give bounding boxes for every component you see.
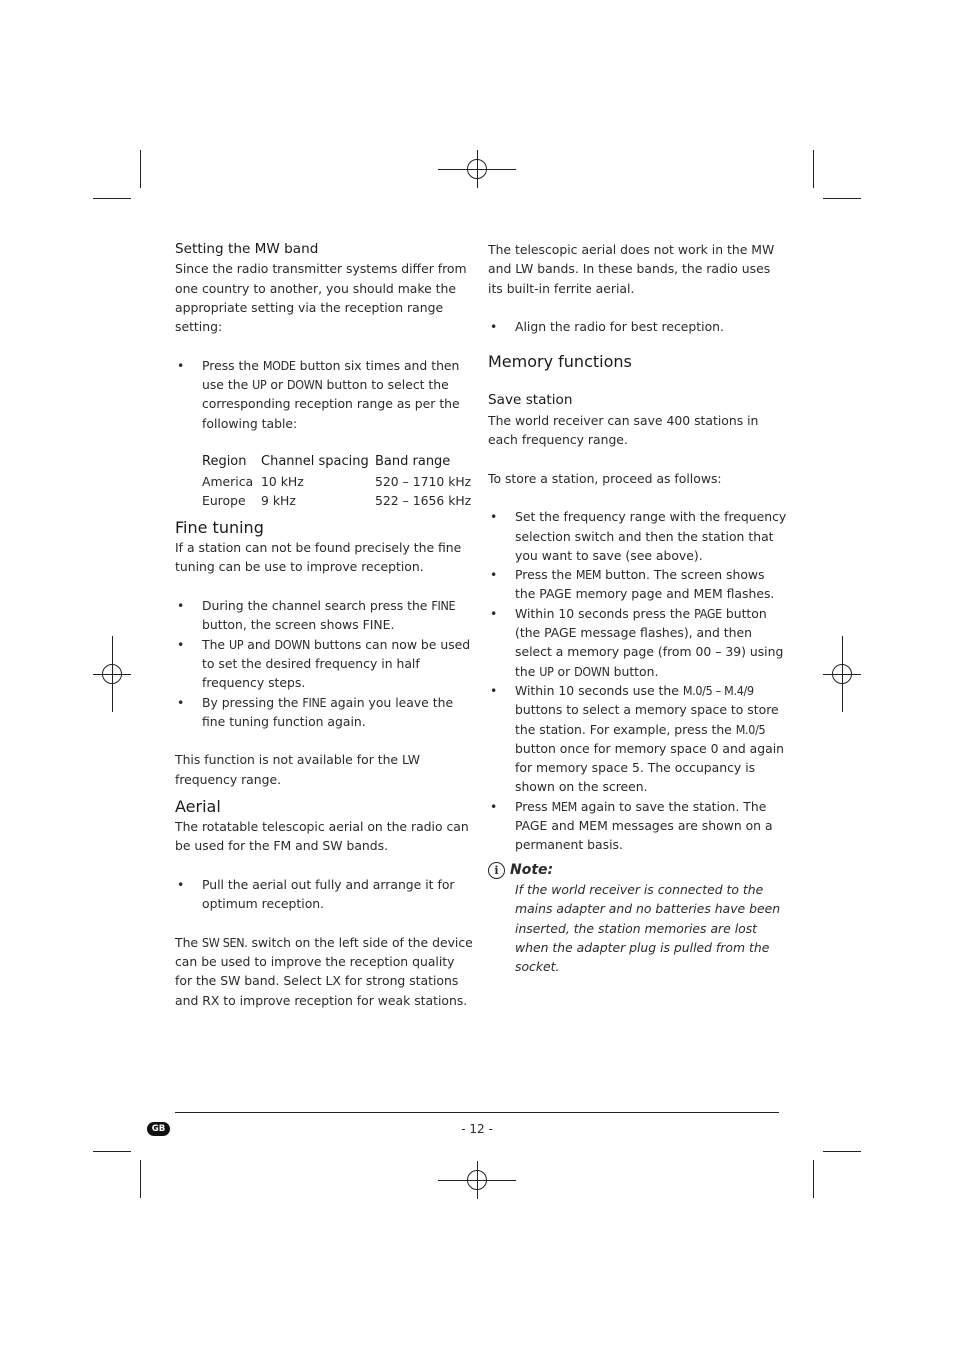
aerial-intro: The rotatable telescopic aerial on the radio can be used for the FM and SW bands. [175,819,469,854]
page-number: - 12 - [461,1122,493,1136]
mw-band-heading: Setting the MW band [175,241,319,257]
mw-band-list [175,356,475,433]
save-station-intro: The world receiver can save 400 stations in each frequency range. [488,412,759,448]
list-item: • By pressing the FINE again you leave the fine tuning function again. [175,693,475,732]
table-header: Channel spacing [261,454,369,470]
note-body: If the world receiver is connected to the mains adapter and no batteries have been inserted, the station memories are lost when the adapter plug is pulled from the socket. [515,881,781,975]
crop-mark [813,1160,814,1198]
sw-sen-text: The SW SEN. switch on the left side of the device can be used to improve the reception quality for the SW band. Select LX for strong stations and RX to improve reception for weak stations. [175,934,473,1008]
table-cell: Europe [202,492,246,508]
list-item: • Align the radio for best reception. [488,317,788,336]
list-item: • During the channel search press the FINE button, the screen shows FINE. [175,596,475,635]
registration-mark [102,664,122,684]
table-cell: 9 kHz [261,492,296,508]
crop-mark [93,1151,131,1152]
fine-tuning-outro: This function is not available for the LW frequency range. [175,752,421,787]
fine-tuning-list [175,596,475,731]
list-item: • The UP and DOWN buttons can now be used to set the desired frequency in half frequency steps. [175,635,475,693]
memory-functions-heading: Memory functions [488,352,632,372]
list-item: • Press MEM again to save the station. The PAGE and MEM messages are shown on a permanent basis. [488,797,788,855]
info-icon: i [488,862,505,879]
crop-mark [140,1160,141,1198]
list-item: • Within 10 seconds press the PAGE button (the PAGE message flashes), and then select a memory page (from 00 – 39) using the UP or DOWN button. [488,604,788,681]
table-header-row [202,452,471,471]
telescopic-aerial-text: The telescopic aerial does not work in the MW and LW bands. In these bands, the radio uses its built-in ferrite aerial. [488,242,775,296]
store-steps-list [488,507,788,854]
registration-mark [467,1170,487,1190]
list-item: • Set the frequency range with the frequency selection switch and then the station that you want to save (see above). [488,507,788,565]
list-item: • Within 10 seconds use the M.0/5 – M.4/9 buttons to select a memory space to store the station. For example, press the M.0/5 button once for memory space 0 and again for memory space 5. The occupancy is shown on the screen. [488,681,788,797]
note-label: Note: [510,861,554,878]
note-title [488,861,788,880]
align-list [488,317,788,336]
registration-mark [467,159,487,179]
table-cell: America [202,473,254,489]
left-column [175,240,475,1010]
list-item: • Press the MODE button six times and then use the UP or DOWN button to select the corresponding reception range as per the following table: [175,356,475,433]
right-column [488,240,788,976]
save-station-heading: Save station [488,392,573,409]
band-table [202,452,471,510]
table-cell: 10 kHz [261,473,304,489]
footer-divider [175,1112,779,1113]
country-badge: GB [147,1122,170,1136]
store-intro: To store a station, proceed as follows: [488,470,722,486]
crop-mark [813,150,814,188]
crop-mark [93,198,131,199]
fine-tuning-heading: Fine tuning [175,518,264,538]
table-cell: 522 – 1656 kHz [375,492,472,508]
crop-mark [823,1151,861,1152]
crop-mark [140,150,141,188]
list-item: • Pull the aerial out fully and arrange it for optimum reception. [175,875,475,914]
table-header: Band range [375,454,451,470]
crop-mark [823,198,861,199]
aerial-heading: Aerial [175,797,221,817]
registration-mark [832,664,852,684]
table-row [202,472,471,491]
table-header: Region [202,454,247,470]
aerial-list [175,875,475,914]
list-item: • Press the MEM button. The screen shows the PAGE memory page and MEM flashes. [488,565,788,604]
mw-band-intro: Since the radio transmitter systems differ from one country to another, you should make the appropriate setting via the reception range setting: [175,261,467,335]
table-cell: 520 – 1710 kHz [375,473,472,489]
fine-tuning-intro: If a station can not be found precisely the fine tuning can be use to improve reception. [175,540,462,575]
table-row [202,491,471,510]
